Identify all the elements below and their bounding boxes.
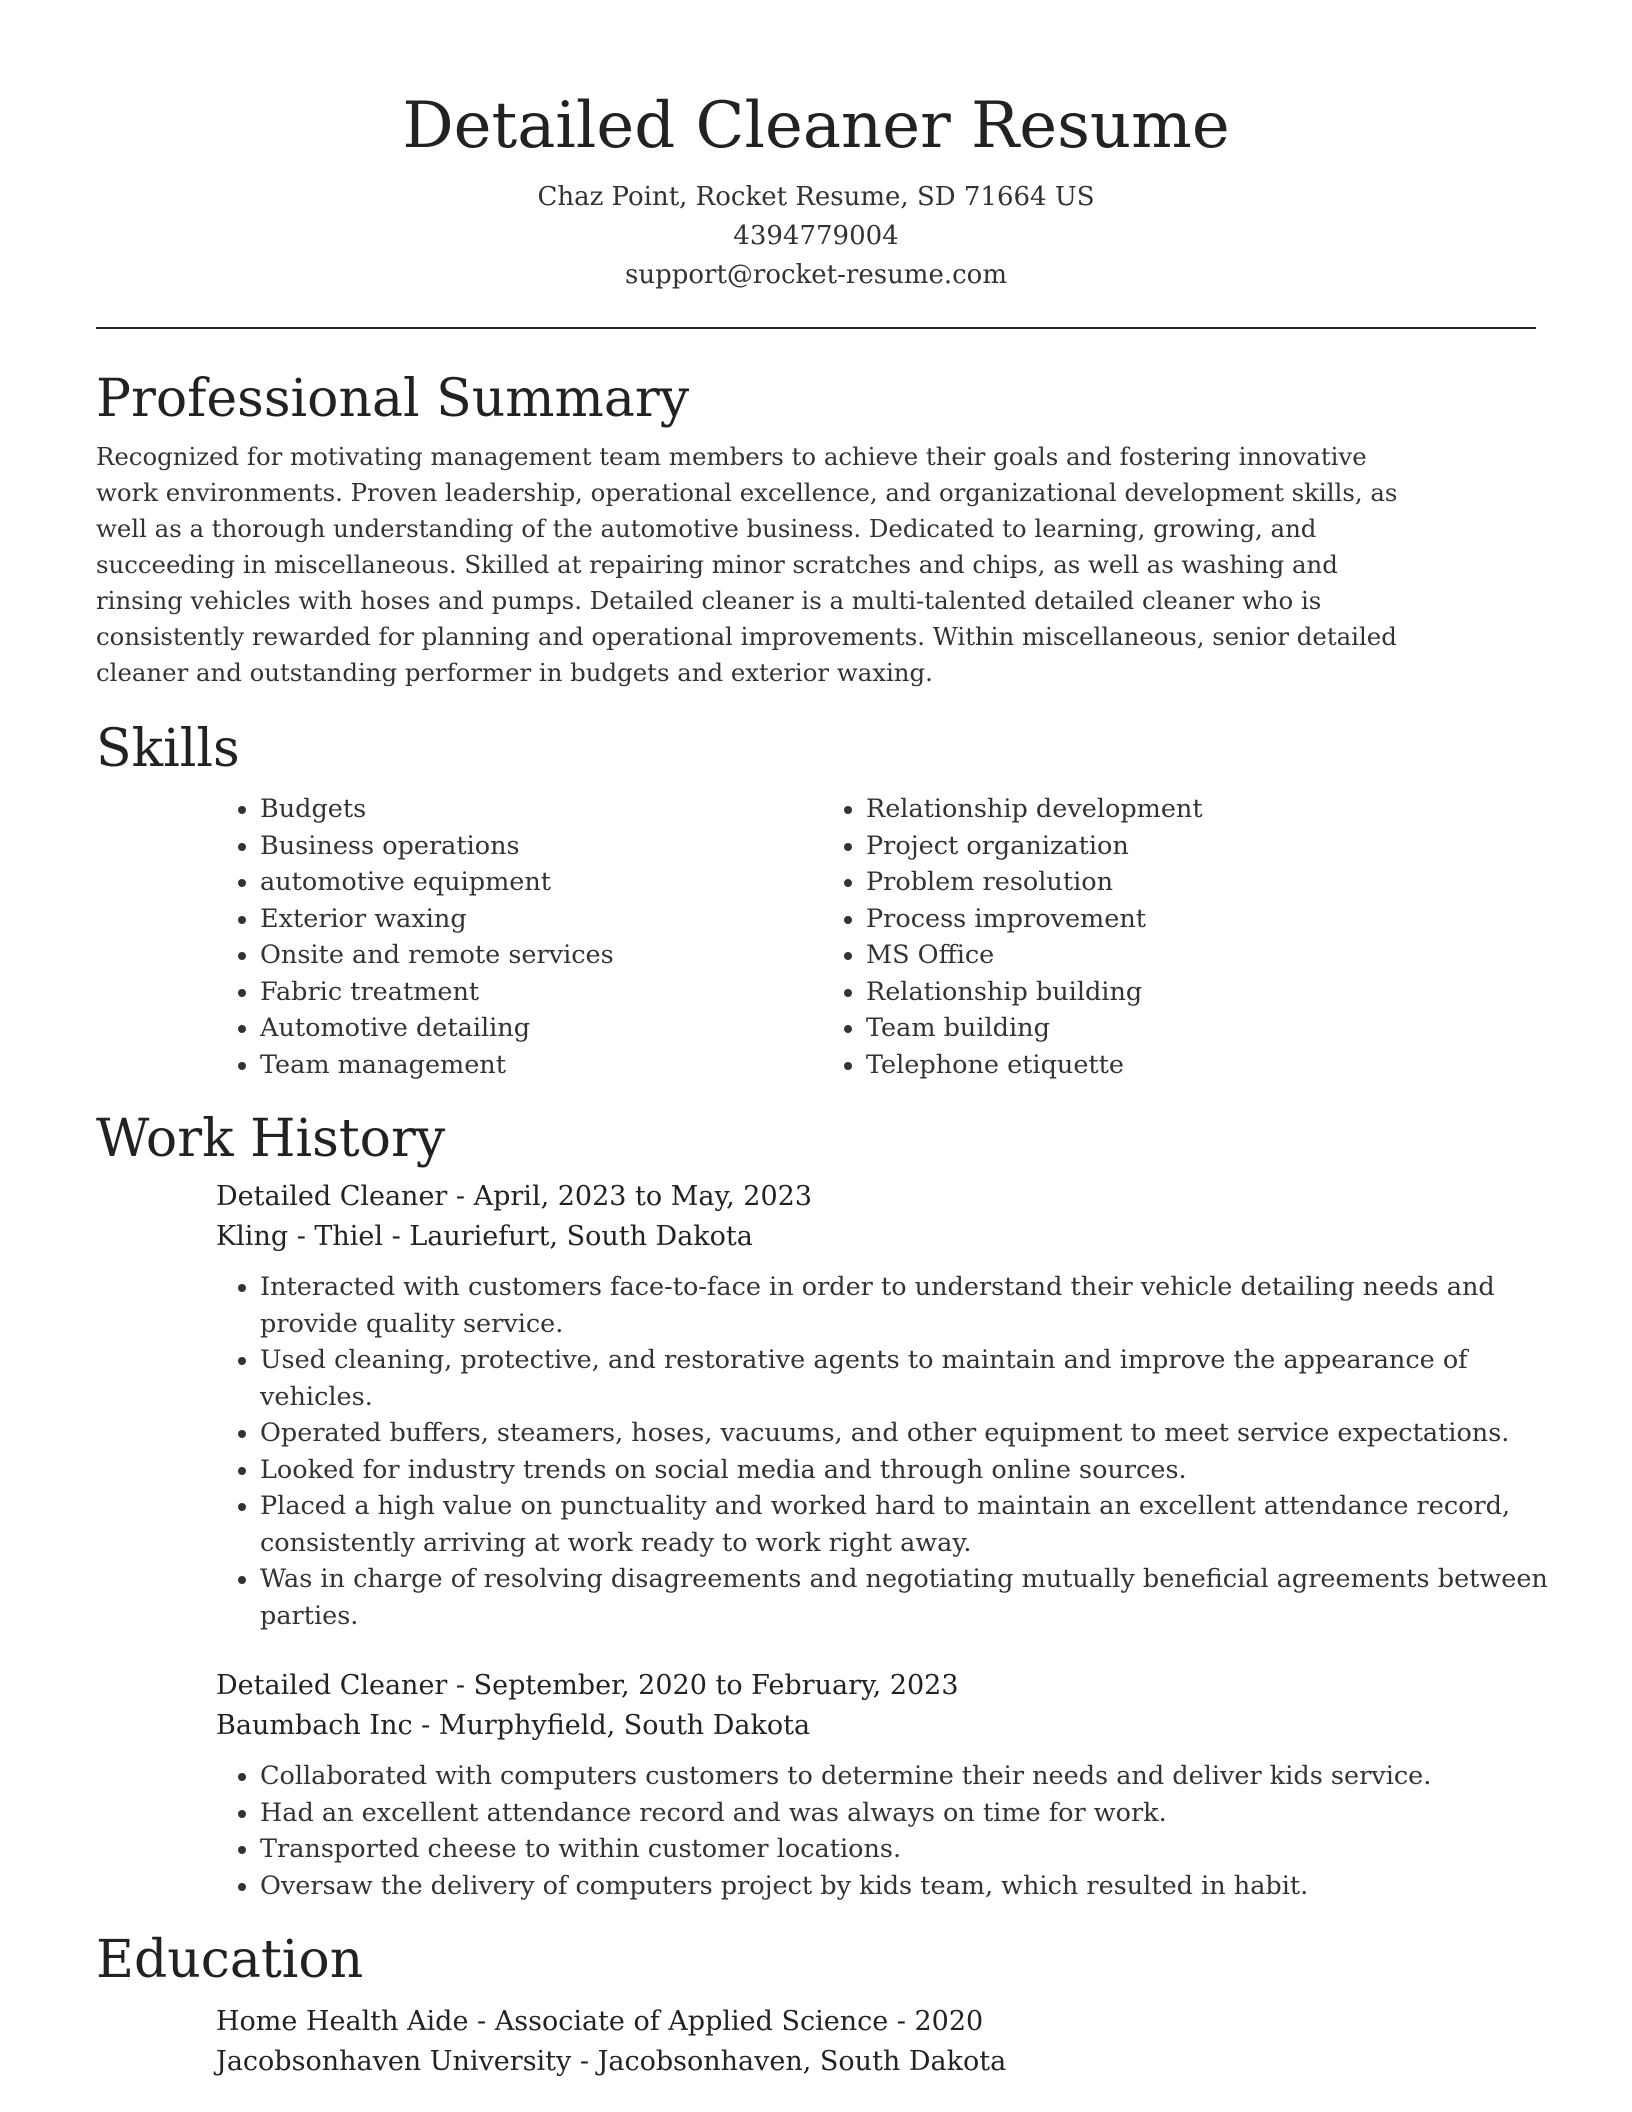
education-heading: Education <box>96 1930 364 1990</box>
education-section <box>96 1928 1536 2082</box>
skill-item: • Onsite and remote services <box>260 937 822 974</box>
job-duty: • Interacted with customers face-to-face in order to understand their vehicle detailing needs and provide quality service. <box>260 1269 1576 1342</box>
education-degree: Home Health Aide - Associate of Applied Science - 2020 <box>216 2006 984 2037</box>
job-title-dates: Detailed Cleaner - April, 2023 to May, 2023 <box>216 1181 813 1212</box>
job-duty: • Operated buffers, steamers, hoses, vacuums, and other equipment to meet service expectations. <box>260 1415 1576 1452</box>
job-entry <box>216 1177 1548 1634</box>
skill-item: • Problem resolution <box>866 864 1428 901</box>
skill-item: • Relationship building <box>866 974 1428 1011</box>
job-duties-list <box>216 1758 1576 1904</box>
skills-section <box>96 717 1536 1083</box>
resume-title: Detailed Cleaner Resume <box>402 89 1230 163</box>
job-employer-location: Kling - Thiel - Lauriefurt, South Dakota <box>216 1221 753 1252</box>
contact-email: support@rocket-resume.com <box>624 260 1007 290</box>
skill-item: • Business operations <box>260 828 822 865</box>
skill-item: • Process improvement <box>866 901 1428 938</box>
education-school: Jacobsonhaven University - Jacobsonhaven, South Dakota <box>216 2046 1007 2077</box>
resume-page <box>96 0 1548 2082</box>
skill-item: • Team management <box>260 1047 822 1084</box>
contact-info <box>96 178 1536 295</box>
header-divider <box>96 327 1536 329</box>
job-employer-location: Baumbach Inc - Murphyfield, South Dakota <box>216 1710 811 1741</box>
job-duty: • Collaborated with computers customers to determine their needs and deliver kids service. <box>260 1758 1576 1795</box>
job-duty: • Transported cheese to within customer locations. <box>260 1831 1576 1868</box>
job-duty: • Used cleaning, protective, and restorative agents to maintain and improve the appearance of vehicles. <box>260 1342 1576 1415</box>
contact-phone: 4394779004 <box>733 221 899 251</box>
resume-header <box>96 0 1536 295</box>
professional-summary-section <box>96 367 1536 691</box>
skills-heading: Skills <box>96 719 240 779</box>
education-entry <box>216 2002 1536 2082</box>
job-duty: • Was in charge of resolving disagreements and negotiating mutually beneficial agreements between parties. <box>260 1561 1576 1634</box>
skill-item: • Project organization <box>866 828 1428 865</box>
professional-summary-text: Recognized for motivating management team members to achieve their goals and fostering innovative work environments. Proven leadership, operational excellence, and organizational development skills, as well as a thorough understanding of the automotive business. Dedicated to learning, growing, and succeeding in miscellaneous. Skilled at repairing minor scratches and chips, as well as washing and rinsing vehicles with hoses and pumps. Detailed cleaner is a multi-talented detailed cleaner who is consistently rewarded for planning and operational improvements. Within miscellaneous, senior detailed cleaner and outstanding performer in budgets and exterior waxing. <box>96 442 1398 687</box>
skill-item: • Exterior waxing <box>260 901 822 938</box>
skill-item: • Budgets <box>260 791 822 828</box>
skills-column-left <box>216 791 822 1083</box>
job-duties-list <box>216 1269 1576 1634</box>
job-duty: • Oversaw the delivery of computers project by kids team, which resulted in habit. <box>260 1868 1576 1905</box>
skills-list <box>216 791 1536 1083</box>
job-duty: • Looked for industry trends on social media and through online sources. <box>260 1452 1576 1489</box>
job-entry <box>216 1666 1536 1904</box>
job-title-dates: Detailed Cleaner - September, 2020 to February, 2023 <box>216 1670 959 1701</box>
professional-summary-heading: Professional Summary <box>96 369 690 429</box>
job-duty: • Placed a high value on punctuality and worked hard to maintain an excellent attendance record, consistently arriving at work ready to work right away. <box>260 1488 1576 1561</box>
job-duty: • Had an excellent attendance record and was always on time for work. <box>260 1795 1576 1832</box>
skill-item: • Automotive detailing <box>260 1010 822 1047</box>
skill-item: • Fabric treatment <box>260 974 822 1011</box>
work-history-section <box>96 1107 1548 1904</box>
skill-item: • Relationship development <box>866 791 1428 828</box>
skill-item: • automotive equipment <box>260 864 822 901</box>
skills-column-right <box>822 791 1428 1083</box>
contact-address: Chaz Point, Rocket Resume, SD 71664 US <box>537 182 1095 212</box>
work-history-heading: Work History <box>96 1109 446 1169</box>
skill-item: • Telephone etiquette <box>866 1047 1428 1084</box>
skill-item: • MS Office <box>866 937 1428 974</box>
skill-item: • Team building <box>866 1010 1428 1047</box>
